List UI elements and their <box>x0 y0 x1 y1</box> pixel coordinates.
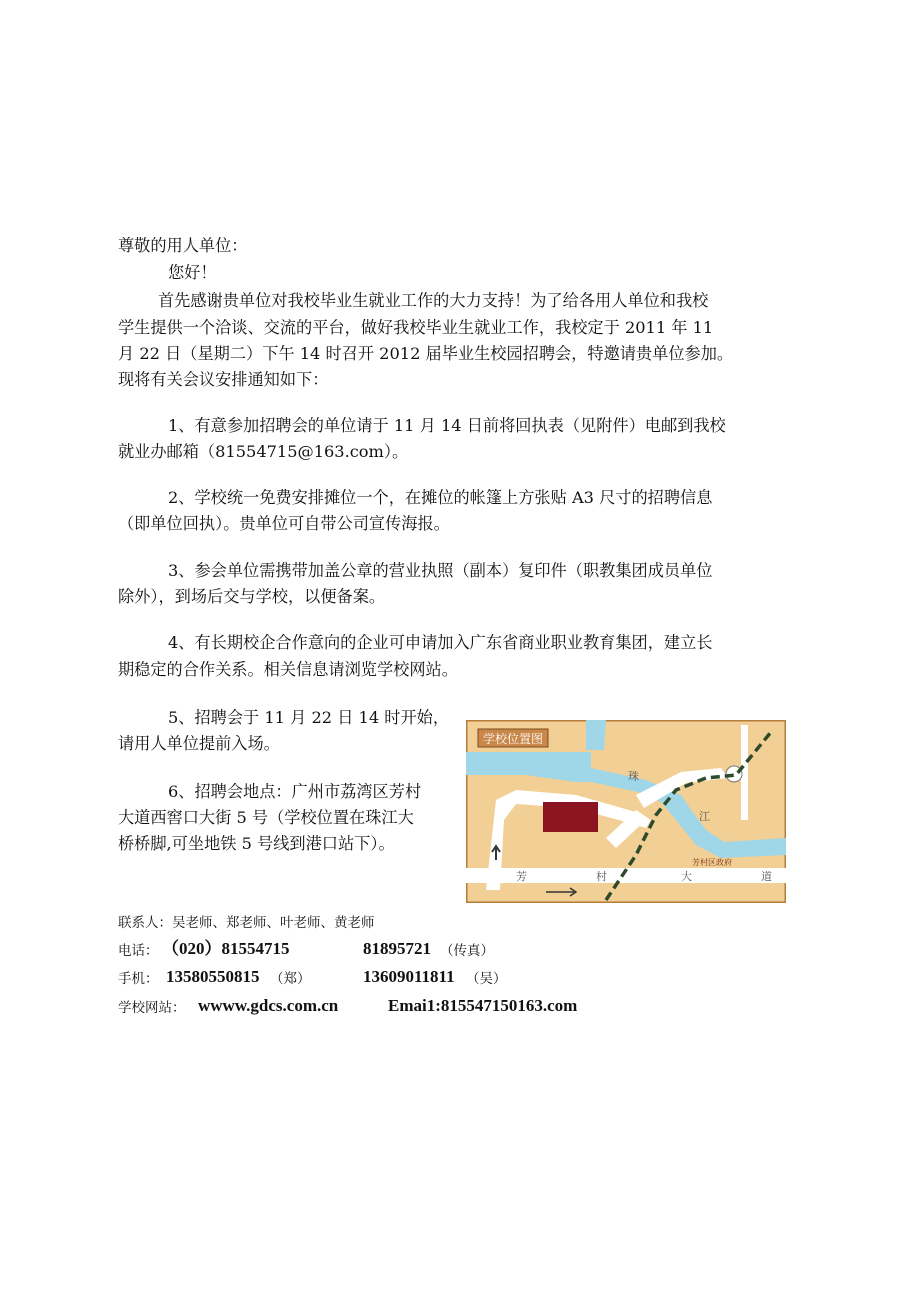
phone-label: 电话： <box>118 943 159 959</box>
item-3-line: 3、参会单位需携带加盖公章的营业执照（副本）复印件（职教集团成员单位 <box>168 561 713 580</box>
item-2-line: 2、学校统一免费安排摊位一个，在摊位的帐篷上方张贴 A3 尺寸的招聘信息 <box>168 488 713 507</box>
intro-line: 月 22 日（星期二）下午 14 时召开 2012 届毕业生校园招聘会，特邀请贵单位参加。 <box>118 344 734 363</box>
item-5-line: 5、招聘会于 11 月 22 日 14 时开始， <box>168 708 450 727</box>
school-block <box>543 802 598 832</box>
phone-number: （020）81554715 <box>162 939 290 958</box>
item-3-line: 除外），到场后交与学校，以便备案。 <box>118 587 386 606</box>
item-4-line: 4、有长期校企合作意向的企业可申请加入广东省商业职业教育集团，建立长 <box>168 633 713 652</box>
road-char: 大 <box>681 870 692 883</box>
item-2-line: （即单位回执）。贵单位可自带公司宣传海报。 <box>118 514 450 533</box>
item-5-line: 请用人单位提前入场。 <box>118 734 280 753</box>
district-label: 芳村区政府 <box>692 858 732 867</box>
intro-line: 学生提供一个洽谈、交流的平台，做好我校毕业生就业工作，我校定于 2011 年 11 <box>118 318 714 337</box>
email-address[interactable]: Emai1:815547150163.com <box>388 996 578 1015</box>
item-1-line: 1、有意参加招聘会的单位请于 11 月 14 日前将回执表（见附件）电邮到我校 <box>168 416 726 435</box>
intro-line: 现将有关会议安排通知如下： <box>118 370 329 389</box>
river-char: 珠 <box>628 770 639 783</box>
item-6-line: 6、招聘会地点：广州市荔湾区芳村 <box>168 782 422 801</box>
school-location-map <box>466 720 786 903</box>
intro-line: 首先感谢贵单位对我校毕业生就业工作的大力支持！为了给各用人单位和我校 <box>158 291 709 310</box>
contact-persons: 联系人：吴老师、郑老师、叶老师、黄老师 <box>118 915 375 931</box>
mobile-note: （郑） <box>270 971 311 987</box>
mobile-number: 13580550815 <box>166 967 260 986</box>
map-title: 学校位置图 <box>482 732 544 746</box>
item-1-line: 就业办邮箱（81554715@163.com）。 <box>118 442 409 461</box>
website-link[interactable]: wwww.gdcs.com.cn <box>198 996 339 1015</box>
greeting: 尊敬的用人单位： <box>118 236 248 255</box>
road-char: 道 <box>761 870 772 883</box>
mobile-number: 13609011811 <box>363 967 455 986</box>
river-branch <box>586 720 606 750</box>
item-4-line: 期稳定的合作关系。相关信息请浏览学校网站。 <box>118 660 458 679</box>
mobile-note: （吴） <box>466 971 507 987</box>
mobile-label: 手机： <box>118 971 159 987</box>
hello: 您好！ <box>168 263 217 282</box>
fax-number: 81895721 <box>363 939 431 958</box>
item-6-line: 大道西窖口大街 5 号（学校位置在珠江大 <box>118 808 414 827</box>
river-char: 江 <box>699 810 710 823</box>
road-char: 芳 <box>516 870 527 883</box>
item-6-line: 桥桥脚,可坐地铁 5 号线到港口站下）。 <box>118 834 395 853</box>
fax-note: （传真） <box>440 943 494 959</box>
road-char: 村 <box>596 870 607 883</box>
website-label: 学校网站： <box>118 1000 186 1016</box>
